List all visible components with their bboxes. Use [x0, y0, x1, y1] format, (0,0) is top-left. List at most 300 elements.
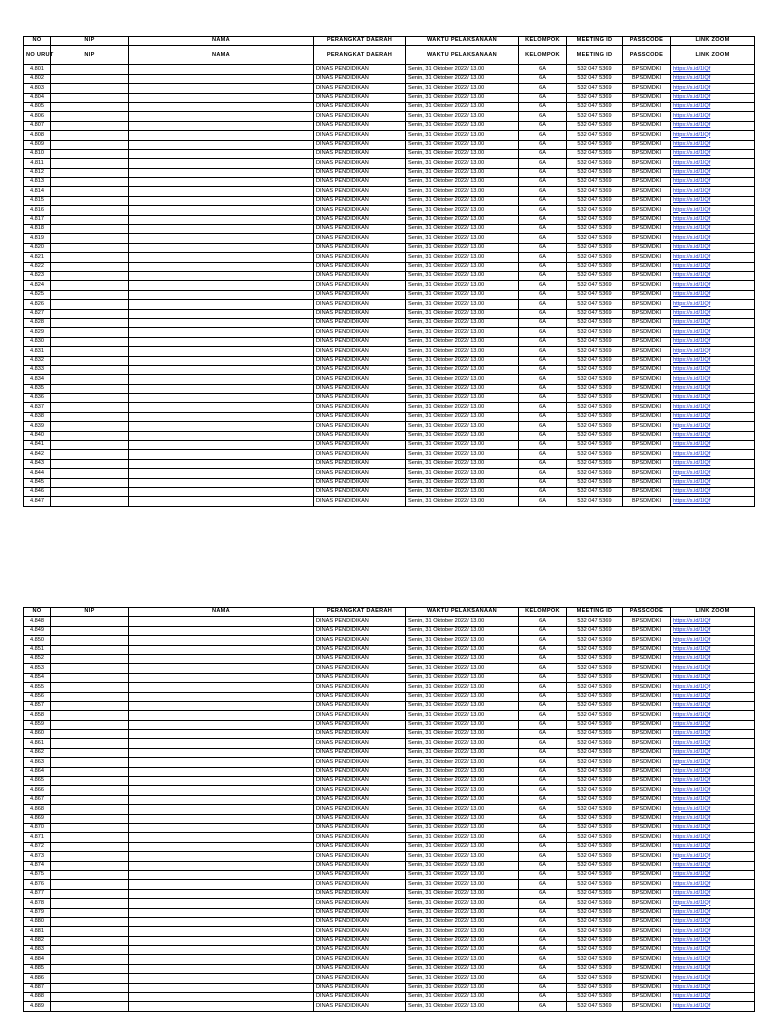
nip-cell [51, 262, 129, 271]
header-link-zoom: LINK ZOOM [671, 37, 755, 46]
zoom-link[interactable]: https://s.id/1lQf [671, 459, 755, 468]
perangkat-daerah-cell: DINAS PENDIDIKAN [314, 281, 406, 290]
header-kelompok: KELOMPOK [519, 46, 567, 65]
kelompok-cell: 6A [519, 84, 567, 93]
nama-cell [129, 131, 314, 140]
nip-cell [51, 403, 129, 412]
row-number: 4.823 [24, 271, 51, 280]
table-row [24, 347, 755, 356]
zoom-link[interactable]: https://s.id/1lQf [671, 1002, 755, 1011]
zoom-link[interactable]: https://s.id/1lQf [671, 711, 755, 720]
nama-cell [129, 196, 314, 205]
zoom-link[interactable]: https://s.id/1lQf [671, 842, 755, 851]
zoom-link[interactable]: https://s.id/1lQf [671, 196, 755, 205]
zoom-link[interactable]: https://s.id/1lQf [671, 497, 755, 506]
nip-cell [51, 469, 129, 478]
nip-cell [51, 823, 129, 832]
waktu-pelaksanaan-cell: Senin, 31 Oktober 2022/ 13.00 [406, 234, 519, 243]
zoom-link[interactable]: https://s.id/1lQf [671, 403, 755, 412]
zoom-link[interactable]: https://s.id/1lQf [671, 121, 755, 130]
meeting-id-cell: 532 047 5369 [567, 748, 623, 757]
table-row [24, 626, 755, 635]
zoom-link[interactable]: https://s.id/1lQf [671, 823, 755, 832]
perangkat-daerah-cell: DINAS PENDIDIKAN [314, 626, 406, 635]
table-row [24, 412, 755, 421]
zoom-link[interactable]: https://s.id/1lQf [671, 149, 755, 158]
waktu-pelaksanaan-cell: Senin, 31 Oktober 2022/ 13.00 [406, 206, 519, 215]
row-number: 4.860 [24, 730, 51, 739]
nama-cell [129, 739, 314, 748]
zoom-link[interactable]: https://s.id/1lQf [671, 318, 755, 327]
waktu-pelaksanaan-cell: Senin, 31 Oktober 2022/ 13.00 [406, 946, 519, 955]
meeting-id-cell: 532 047 5369 [567, 889, 623, 898]
table-row [24, 84, 755, 93]
meeting-id-cell: 532 047 5369 [567, 664, 623, 673]
zoom-link[interactable]: https://s.id/1lQf [671, 168, 755, 177]
zoom-link[interactable]: https://s.id/1lQf [671, 271, 755, 280]
zoom-link[interactable]: https://s.id/1lQf [671, 758, 755, 767]
kelompok-cell: 6A [519, 927, 567, 936]
row-number: 4.806 [24, 112, 51, 121]
row-number: 4.856 [24, 692, 51, 701]
perangkat-daerah-cell: DINAS PENDIDIKAN [314, 758, 406, 767]
nip-cell [51, 140, 129, 149]
header-perangkat-daerah: PERANGKAT DAERAH [314, 37, 406, 46]
zoom-link[interactable]: https://s.id/1lQf [671, 290, 755, 299]
row-number: 4.875 [24, 870, 51, 879]
waktu-pelaksanaan-cell: Senin, 31 Oktober 2022/ 13.00 [406, 870, 519, 879]
passcode-cell: BPSDMDKI [623, 328, 671, 337]
zoom-link[interactable]: https://s.id/1lQf [671, 692, 755, 701]
meeting-id-cell: 532 047 5369 [567, 654, 623, 663]
zoom-link[interactable]: https://s.id/1lQf [671, 833, 755, 842]
nama-cell [129, 927, 314, 936]
waktu-pelaksanaan-cell: Senin, 31 Oktober 2022/ 13.00 [406, 758, 519, 767]
zoom-link[interactable]: https://s.id/1lQf [671, 626, 755, 635]
perangkat-daerah-cell: DINAS PENDIDIKAN [314, 112, 406, 121]
zoom-link[interactable]: https://s.id/1lQf [671, 206, 755, 215]
kelompok-cell: 6A [519, 102, 567, 111]
nama-cell [129, 74, 314, 83]
table-row [24, 645, 755, 654]
perangkat-daerah-cell: DINAS PENDIDIKAN [314, 187, 406, 196]
kelompok-cell: 6A [519, 777, 567, 786]
passcode-cell: BPSDMDKI [623, 993, 671, 1002]
zoom-link[interactable]: https://s.id/1lQf [671, 412, 755, 421]
passcode-cell: BPSDMDKI [623, 431, 671, 440]
zoom-link[interactable]: https://s.id/1lQf [671, 375, 755, 384]
kelompok-cell: 6A [519, 692, 567, 701]
zoom-link[interactable]: https://s.id/1lQf [671, 861, 755, 870]
zoom-link[interactable]: https://s.id/1lQf [671, 730, 755, 739]
zoom-link[interactable]: https://s.id/1lQf [671, 337, 755, 346]
zoom-link[interactable]: https://s.id/1lQf [671, 281, 755, 290]
zoom-link[interactable]: https://s.id/1lQf [671, 422, 755, 431]
nip-cell [51, 168, 129, 177]
passcode-cell: BPSDMDKI [623, 842, 671, 851]
nip-cell [51, 337, 129, 346]
passcode-cell: BPSDMDKI [623, 290, 671, 299]
nip-cell [51, 767, 129, 776]
kelompok-cell: 6A [519, 450, 567, 459]
meeting-id-cell: 532 047 5369 [567, 626, 623, 635]
nama-cell [129, 441, 314, 450]
table-row [24, 899, 755, 908]
nama-cell [129, 889, 314, 898]
passcode-cell: BPSDMDKI [623, 673, 671, 682]
perangkat-daerah-cell: DINAS PENDIDIKAN [314, 271, 406, 280]
zoom-link[interactable]: https://s.id/1lQf [671, 814, 755, 823]
waktu-pelaksanaan-cell: Senin, 31 Oktober 2022/ 13.00 [406, 318, 519, 327]
kelompok-cell: 6A [519, 758, 567, 767]
nip-cell [51, 243, 129, 252]
waktu-pelaksanaan-cell: Senin, 31 Oktober 2022/ 13.00 [406, 337, 519, 346]
table-row [24, 253, 755, 262]
zoom-link[interactable]: https://s.id/1lQf [671, 927, 755, 936]
kelompok-cell: 6A [519, 206, 567, 215]
zoom-link[interactable]: https://s.id/1lQf [671, 654, 755, 663]
zoom-link[interactable]: https://s.id/1lQf [671, 777, 755, 786]
waktu-pelaksanaan-cell: Senin, 31 Oktober 2022/ 13.00 [406, 65, 519, 74]
meeting-id-cell: 532 047 5369 [567, 403, 623, 412]
nip-cell [51, 102, 129, 111]
zoom-link[interactable]: https://s.id/1lQf [671, 234, 755, 243]
zoom-link[interactable]: https://s.id/1lQf [671, 469, 755, 478]
nip-cell [51, 626, 129, 635]
zoom-link[interactable]: https://s.id/1lQf [671, 983, 755, 992]
zoom-link[interactable]: https://s.id/1lQf [671, 805, 755, 814]
zoom-link[interactable]: https://s.id/1lQf [671, 225, 755, 234]
nama-cell [129, 84, 314, 93]
row-number: 4.838 [24, 412, 51, 421]
perangkat-daerah-cell: DINAS PENDIDIKAN [314, 664, 406, 673]
nama-cell [129, 993, 314, 1002]
meeting-id-cell: 532 047 5369 [567, 833, 623, 842]
row-number: 4.835 [24, 384, 51, 393]
nip-cell [51, 748, 129, 757]
meeting-id-cell: 532 047 5369 [567, 974, 623, 983]
waktu-pelaksanaan-cell: Senin, 31 Oktober 2022/ 13.00 [406, 833, 519, 842]
perangkat-daerah-cell: DINAS PENDIDIKAN [314, 365, 406, 374]
table-row [24, 720, 755, 729]
table-row [24, 262, 755, 271]
zoom-link[interactable]: https://s.id/1lQf [671, 487, 755, 496]
zoom-link[interactable]: https://s.id/1lQf [671, 974, 755, 983]
table-row [24, 375, 755, 384]
nip-cell [51, 654, 129, 663]
row-number: 4.862 [24, 748, 51, 757]
kelompok-cell: 6A [519, 159, 567, 168]
nama-cell [129, 290, 314, 299]
waktu-pelaksanaan-cell: Senin, 31 Oktober 2022/ 13.00 [406, 215, 519, 224]
meeting-id-cell: 532 047 5369 [567, 168, 623, 177]
passcode-cell: BPSDMDKI [623, 243, 671, 252]
meeting-id-cell: 532 047 5369 [567, 692, 623, 701]
perangkat-daerah-cell: DINAS PENDIDIKAN [314, 300, 406, 309]
nip-cell [51, 112, 129, 121]
zoom-link[interactable]: https://s.id/1lQf [671, 159, 755, 168]
table-row [24, 196, 755, 205]
header-nip: NIP [51, 46, 129, 65]
nama-cell [129, 983, 314, 992]
row-number: 4.871 [24, 833, 51, 842]
zoom-link[interactable]: https://s.id/1lQf [671, 917, 755, 926]
kelompok-cell: 6A [519, 243, 567, 252]
kelompok-cell: 6A [519, 964, 567, 973]
nip-cell [51, 65, 129, 74]
zoom-link[interactable]: https://s.id/1lQf [671, 243, 755, 252]
zoom-link[interactable]: https://s.id/1lQf [671, 683, 755, 692]
perangkat-daerah-cell: DINAS PENDIDIKAN [314, 243, 406, 252]
nip-cell [51, 300, 129, 309]
zoom-link[interactable]: https://s.id/1lQf [671, 347, 755, 356]
meeting-id-cell: 532 047 5369 [567, 908, 623, 917]
zoom-link[interactable]: https://s.id/1lQf [671, 178, 755, 187]
perangkat-daerah-cell: DINAS PENDIDIKAN [314, 730, 406, 739]
meeting-id-cell: 532 047 5369 [567, 149, 623, 158]
zoom-link[interactable]: https://s.id/1lQf [671, 215, 755, 224]
perangkat-daerah-cell: DINAS PENDIDIKAN [314, 964, 406, 973]
waktu-pelaksanaan-cell: Senin, 31 Oktober 2022/ 13.00 [406, 786, 519, 795]
nama-cell [129, 309, 314, 318]
zoom-link[interactable]: https://s.id/1lQf [671, 664, 755, 673]
zoom-link[interactable]: https://s.id/1lQf [671, 870, 755, 879]
zoom-link[interactable]: https://s.id/1lQf [671, 309, 755, 318]
zoom-link[interactable]: https://s.id/1lQf [671, 131, 755, 140]
zoom-link[interactable]: https://s.id/1lQf [671, 431, 755, 440]
row-number: 4.847 [24, 497, 51, 506]
kelompok-cell: 6A [519, 337, 567, 346]
zoom-link[interactable]: https://s.id/1lQf [671, 356, 755, 365]
table-subheader-row [24, 46, 755, 65]
kelompok-cell: 6A [519, 767, 567, 776]
table-row [24, 993, 755, 1002]
table-row [24, 187, 755, 196]
waktu-pelaksanaan-cell: Senin, 31 Oktober 2022/ 13.00 [406, 459, 519, 468]
perangkat-daerah-cell: DINAS PENDIDIKAN [314, 412, 406, 421]
zoom-link[interactable]: https://s.id/1lQf [671, 93, 755, 102]
nama-cell [129, 478, 314, 487]
table-row [24, 852, 755, 861]
zoom-link[interactable]: https://s.id/1lQf [671, 720, 755, 729]
zoom-link[interactable]: https://s.id/1lQf [671, 889, 755, 898]
meeting-id-cell: 532 047 5369 [567, 290, 623, 299]
nama-cell [129, 654, 314, 663]
meeting-id-cell: 532 047 5369 [567, 777, 623, 786]
zoom-link[interactable]: https://s.id/1lQf [671, 84, 755, 93]
nama-cell [129, 899, 314, 908]
passcode-cell: BPSDMDKI [623, 823, 671, 832]
waktu-pelaksanaan-cell: Senin, 31 Oktober 2022/ 13.00 [406, 262, 519, 271]
perangkat-daerah-cell: DINAS PENDIDIKAN [314, 917, 406, 926]
zoom-link[interactable]: https://s.id/1lQf [671, 673, 755, 682]
zoom-link[interactable]: https://s.id/1lQf [671, 394, 755, 403]
meeting-id-cell: 532 047 5369 [567, 243, 623, 252]
kelompok-cell: 6A [519, 701, 567, 710]
perangkat-daerah-cell: DINAS PENDIDIKAN [314, 215, 406, 224]
perangkat-daerah-cell: DINAS PENDIDIKAN [314, 131, 406, 140]
zoom-link[interactable]: https://s.id/1lQf [671, 112, 755, 121]
zoom-link[interactable]: https://s.id/1lQf [671, 955, 755, 964]
zoom-link[interactable]: https://s.id/1lQf [671, 786, 755, 795]
zoom-link[interactable]: https://s.id/1lQf [671, 262, 755, 271]
row-number: 4.843 [24, 459, 51, 468]
waktu-pelaksanaan-cell: Senin, 31 Oktober 2022/ 13.00 [406, 993, 519, 1002]
nip-cell [51, 683, 129, 692]
waktu-pelaksanaan-cell: Senin, 31 Oktober 2022/ 13.00 [406, 178, 519, 187]
passcode-cell: BPSDMDKI [623, 469, 671, 478]
nama-cell [129, 946, 314, 955]
waktu-pelaksanaan-cell: Senin, 31 Oktober 2022/ 13.00 [406, 497, 519, 506]
passcode-cell: BPSDMDKI [623, 964, 671, 973]
zoom-link[interactable]: https://s.id/1lQf [671, 964, 755, 973]
zoom-link[interactable]: https://s.id/1lQf [671, 253, 755, 262]
waktu-pelaksanaan-cell: Senin, 31 Oktober 2022/ 13.00 [406, 271, 519, 280]
zoom-link[interactable]: https://s.id/1lQf [671, 739, 755, 748]
kelompok-cell: 6A [519, 497, 567, 506]
waktu-pelaksanaan-cell: Senin, 31 Oktober 2022/ 13.00 [406, 908, 519, 917]
kelompok-cell: 6A [519, 739, 567, 748]
waktu-pelaksanaan-cell: Senin, 31 Oktober 2022/ 13.00 [406, 168, 519, 177]
zoom-link[interactable]: https://s.id/1lQf [671, 701, 755, 710]
passcode-cell: BPSDMDKI [623, 946, 671, 955]
passcode-cell: BPSDMDKI [623, 767, 671, 776]
zoom-link[interactable]: https://s.id/1lQf [671, 74, 755, 83]
perangkat-daerah-cell: DINAS PENDIDIKAN [314, 74, 406, 83]
perangkat-daerah-cell: DINAS PENDIDIKAN [314, 805, 406, 814]
row-number: 4.855 [24, 683, 51, 692]
nip-cell [51, 983, 129, 992]
table-row [24, 654, 755, 663]
waktu-pelaksanaan-cell: Senin, 31 Oktober 2022/ 13.00 [406, 93, 519, 102]
meeting-id-cell: 532 047 5369 [567, 1002, 623, 1011]
perangkat-daerah-cell: DINAS PENDIDIKAN [314, 84, 406, 93]
zoom-link[interactable]: https://s.id/1lQf [671, 450, 755, 459]
nip-cell [51, 394, 129, 403]
zoom-link[interactable]: https://s.id/1lQf [671, 936, 755, 945]
row-number: 4.815 [24, 196, 51, 205]
nip-cell [51, 730, 129, 739]
passcode-cell: BPSDMDKI [623, 168, 671, 177]
waktu-pelaksanaan-cell: Senin, 31 Oktober 2022/ 13.00 [406, 927, 519, 936]
table-row [24, 664, 755, 673]
zoom-link[interactable]: https://s.id/1lQf [671, 328, 755, 337]
zoom-link[interactable]: https://s.id/1lQf [671, 748, 755, 757]
passcode-cell: BPSDMDKI [623, 654, 671, 663]
passcode-cell: BPSDMDKI [623, 403, 671, 412]
zoom-link[interactable]: https://s.id/1lQf [671, 300, 755, 309]
nama-cell [129, 777, 314, 786]
meeting-id-cell: 532 047 5369 [567, 271, 623, 280]
perangkat-daerah-cell: DINAS PENDIDIKAN [314, 673, 406, 682]
perangkat-daerah-cell: DINAS PENDIDIKAN [314, 93, 406, 102]
kelompok-cell: 6A [519, 654, 567, 663]
perangkat-daerah-cell: DINAS PENDIDIKAN [314, 842, 406, 851]
zoom-link[interactable]: https://s.id/1lQf [671, 767, 755, 776]
zoom-link[interactable]: https://s.id/1lQf [671, 441, 755, 450]
header-link-zoom: LINK ZOOM [671, 608, 755, 617]
zoom-link[interactable]: https://s.id/1lQf [671, 852, 755, 861]
row-number: 4.824 [24, 281, 51, 290]
perangkat-daerah-cell: DINAS PENDIDIKAN [314, 852, 406, 861]
table-row [24, 281, 755, 290]
row-number: 4.870 [24, 823, 51, 832]
zoom-link[interactable]: https://s.id/1lQf [671, 478, 755, 487]
nip-cell [51, 993, 129, 1002]
kelompok-cell: 6A [519, 870, 567, 879]
zoom-link[interactable]: https://s.id/1lQf [671, 993, 755, 1002]
meeting-id-cell: 532 047 5369 [567, 469, 623, 478]
nip-cell [51, 328, 129, 337]
table-row [24, 701, 755, 710]
zoom-link[interactable]: https://s.id/1lQf [671, 384, 755, 393]
kelompok-cell: 6A [519, 983, 567, 992]
nama-cell [129, 121, 314, 130]
zoom-link[interactable]: https://s.id/1lQf [671, 102, 755, 111]
zoom-link[interactable]: https://s.id/1lQf [671, 617, 755, 626]
meeting-id-cell: 532 047 5369 [567, 159, 623, 168]
passcode-cell: BPSDMDKI [623, 833, 671, 842]
nama-cell [129, 487, 314, 496]
waktu-pelaksanaan-cell: Senin, 31 Oktober 2022/ 13.00 [406, 795, 519, 804]
zoom-link[interactable]: https://s.id/1lQf [671, 365, 755, 374]
waktu-pelaksanaan-cell: Senin, 31 Oktober 2022/ 13.00 [406, 450, 519, 459]
nama-cell [129, 431, 314, 440]
kelompok-cell: 6A [519, 955, 567, 964]
meeting-id-cell: 532 047 5369 [567, 795, 623, 804]
perangkat-daerah-cell: DINAS PENDIDIKAN [314, 645, 406, 654]
nip-cell [51, 636, 129, 645]
zoom-link[interactable]: https://s.id/1lQf [671, 645, 755, 654]
zoom-link[interactable]: https://s.id/1lQf [671, 187, 755, 196]
perangkat-daerah-cell: DINAS PENDIDIKAN [314, 617, 406, 626]
passcode-cell: BPSDMDKI [623, 974, 671, 983]
meeting-id-cell: 532 047 5369 [567, 636, 623, 645]
zoom-link[interactable]: https://s.id/1lQf [671, 795, 755, 804]
row-number: 4.822 [24, 262, 51, 271]
table-row [24, 159, 755, 168]
perangkat-daerah-cell: DINAS PENDIDIKAN [314, 356, 406, 365]
nip-cell [51, 309, 129, 318]
perangkat-daerah-cell: DINAS PENDIDIKAN [314, 318, 406, 327]
nama-cell [129, 375, 314, 384]
waktu-pelaksanaan-cell: Senin, 31 Oktober 2022/ 13.00 [406, 300, 519, 309]
table-row [24, 927, 755, 936]
kelompok-cell: 6A [519, 993, 567, 1002]
zoom-link[interactable]: https://s.id/1lQf [671, 65, 755, 74]
kelompok-cell: 6A [519, 946, 567, 955]
zoom-link[interactable]: https://s.id/1lQf [671, 140, 755, 149]
kelompok-cell: 6A [519, 917, 567, 926]
table-row [24, 814, 755, 823]
zoom-link[interactable]: https://s.id/1lQf [671, 899, 755, 908]
waktu-pelaksanaan-cell: Senin, 31 Oktober 2022/ 13.00 [406, 403, 519, 412]
zoom-link[interactable]: https://s.id/1lQf [671, 908, 755, 917]
passcode-cell: BPSDMDKI [623, 196, 671, 205]
row-number: 4.882 [24, 936, 51, 945]
zoom-link[interactable]: https://s.id/1lQf [671, 636, 755, 645]
meeting-id-cell: 532 047 5369 [567, 412, 623, 421]
meeting-id-cell: 532 047 5369 [567, 375, 623, 384]
kelompok-cell: 6A [519, 168, 567, 177]
perangkat-daerah-cell: DINAS PENDIDIKAN [314, 196, 406, 205]
kelompok-cell: 6A [519, 861, 567, 870]
table-row [24, 795, 755, 804]
nip-cell [51, 692, 129, 701]
zoom-link[interactable]: https://s.id/1lQf [671, 880, 755, 889]
zoom-link[interactable]: https://s.id/1lQf [671, 946, 755, 955]
table-row [24, 234, 755, 243]
